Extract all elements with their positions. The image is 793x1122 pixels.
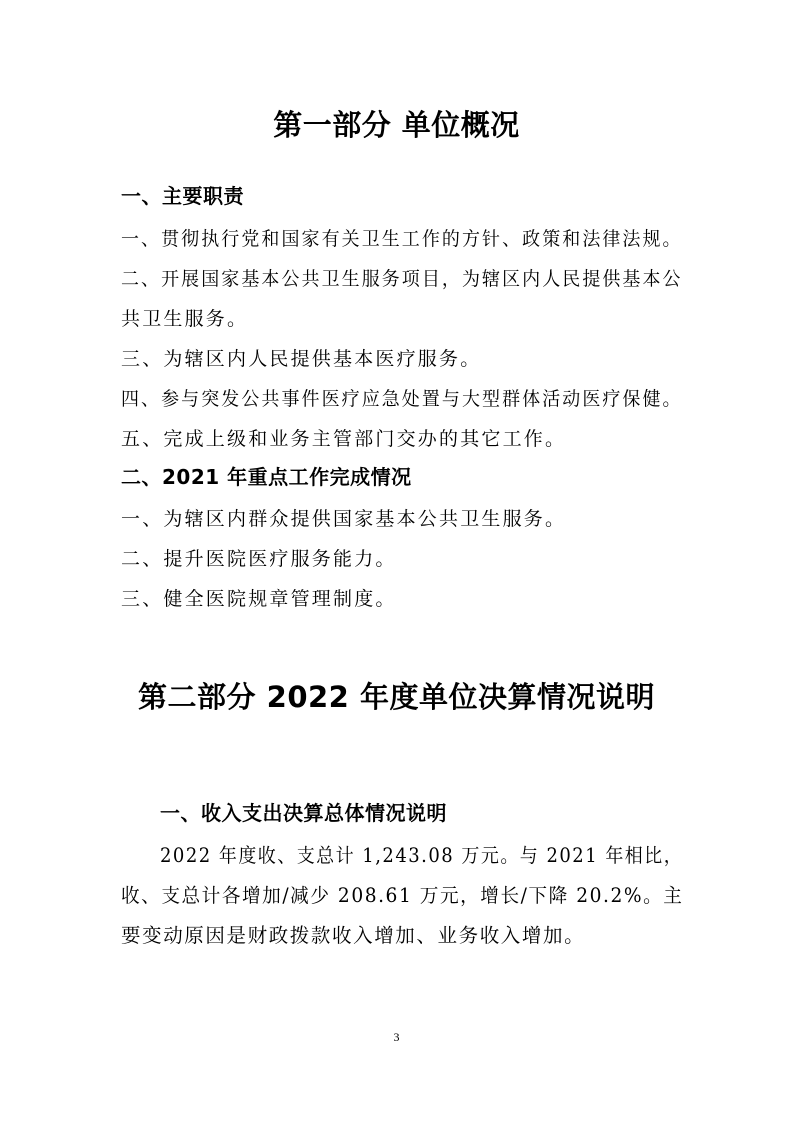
duty-line-5: 五、完成上级和业务主管部门交办的其它工作。 [121,428,567,450]
duty-line-2-continued: 共卫生服务。 [121,308,249,330]
part2-title: 第二部分 2022 年度单位决算情况说明 [138,680,655,714]
work-line-2: 二、提升医院医疗服务能力。 [121,548,397,570]
summary-line-3: 要变动原因是财政拨款收入增加、业务收入增加。 [121,924,586,947]
summary-line-2: 收、支总计各增加/减少 208.61 万元，增长/下降 20.2%。主 [121,884,684,907]
work-line-1: 一、为辖区内群众提供国家基本公共卫生服务。 [121,508,567,530]
work-line-3: 三、健全医院规章管理制度。 [121,588,397,610]
duty-line-2: 二、开展国家基本公共卫生服务项目，为辖区内人民提供基本公 [121,268,683,290]
summary-line-1: 2022 年度收、支总计 1,243.08 万元。与 2021 年相比， [160,844,684,867]
duty-line-1: 一、贯彻执行党和国家有关卫生工作的方针、政策和法律法规。 [121,228,683,250]
duty-line-3: 三、为辖区内人民提供基本医疗服务。 [121,348,482,370]
page-number: 3 [393,1030,400,1044]
part1-title: 第一部分 单位概况 [273,108,520,142]
section-heading-main-duties: 一、主要职责 [121,184,244,208]
section-heading-key-work: 二、2021 年重点工作完成情况 [121,465,412,489]
duty-line-4: 四、参与突发公共事件医疗应急处置与大型群体活动医疗保健。 [121,388,683,410]
section-heading-income-expenditure: 一、收入支出决算总体情况说明 [160,801,447,825]
